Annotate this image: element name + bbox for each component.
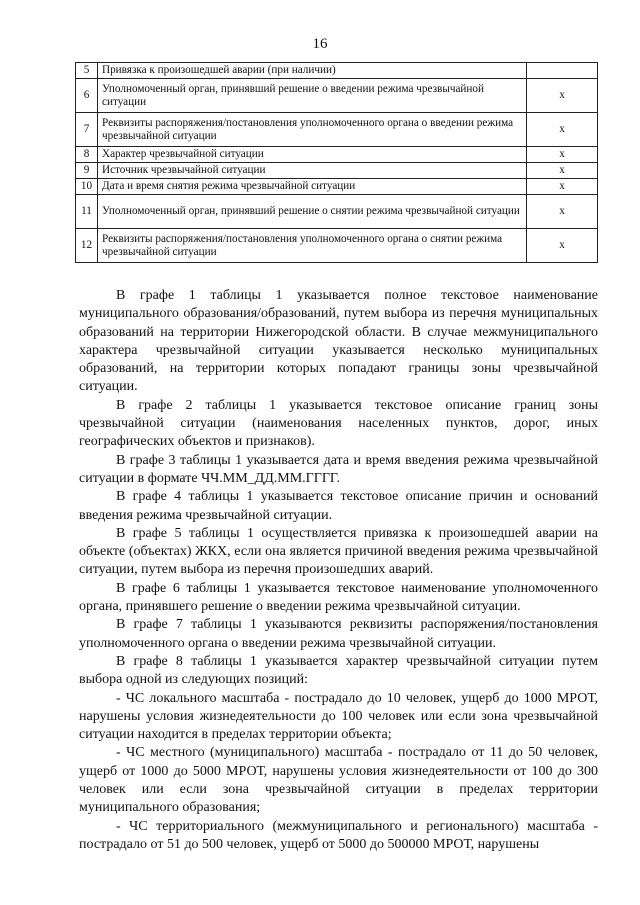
table-row — [76, 147, 598, 163]
row-mark: х — [527, 229, 598, 263]
page-number: 16 — [312, 36, 328, 52]
row-number: 7 — [76, 113, 98, 147]
table-row — [76, 229, 598, 263]
paragraph: В графе 4 таблицы 1 указывается текстовое описание причин и оснований введения режима чрезвычайной ситуации. — [79, 489, 598, 523]
table-row — [76, 195, 598, 229]
row-text: Дата и время снятия режима чрезвычайной ситуации — [98, 179, 527, 195]
row-text: Реквизиты распоряжения/постановления уполномоченного органа о снятии режима чрезвычайной ситуации — [98, 229, 527, 263]
row-mark: х — [527, 195, 598, 229]
row-number: 6 — [76, 79, 98, 113]
row-mark: х — [527, 113, 598, 147]
row-text: Источник чрезвычайной ситуации — [98, 163, 527, 179]
table-row — [76, 179, 598, 195]
paragraph: В графе 5 таблицы 1 осуществляется привязка к произошедшей аварии на объекте (объектах) ЖКХ, если она является причиной введения режима чрезвычайной ситуации, путем выбора из перечня произошедших аварий. — [79, 525, 598, 578]
row-number: 11 — [76, 195, 98, 229]
row-text: Характер чрезвычайной ситуации — [98, 147, 527, 163]
table-row — [76, 79, 598, 113]
row-mark: х — [527, 147, 598, 163]
row-mark — [527, 63, 598, 79]
paragraph: В графе 8 таблицы 1 указывается характер чрезвычайной ситуации путем выбора одной из следующих позиций: — [79, 653, 598, 688]
row-number: 5 — [76, 63, 98, 79]
paragraph: В графе 7 таблицы 1 указываются реквизиты распоряжения/постановления уполномоченного органа о введении режима чрезвычайной ситуации. — [79, 617, 598, 651]
row-number: 10 — [76, 179, 98, 195]
row-number: 9 — [76, 163, 98, 179]
row-text: Реквизиты распоряжения/постановления уполномоченного органа о введении режима чрезвычайной ситуации — [98, 113, 527, 147]
list-item: - ЧС территориального (межмуниципального и регионального) масштаба - пострадало от 51 до 500 человек, ущерб от 5000 до 500000 МРОТ, нарушены — [79, 818, 598, 852]
row-mark: х — [527, 179, 598, 195]
row-mark: х — [527, 163, 598, 179]
list-item: - ЧС местного (муниципального) масштаба - пострадало от 11 до 50 человек, ущерб от 1000 до 5000 МРОТ, нарушены условия жизнедеятельности от 100 до 300 человек или если зона чрезвычайной ситуации в пределах территории муниципального образования; — [79, 745, 598, 816]
table-row — [76, 163, 598, 179]
row-text: Уполномоченный орган, принявший решение о введении режима чрезвычайной ситуации — [98, 79, 527, 113]
requisites-table — [75, 62, 598, 263]
body-text — [79, 287, 598, 854]
row-number: 8 — [76, 147, 98, 163]
table-row — [76, 63, 598, 79]
row-number: 12 — [76, 229, 98, 263]
list-item: - ЧС локального масштаба - пострадало до 10 человек, ущерб до 1000 МРОТ, нарушены условия жизнедеятельности до 100 человек или если зона чрезвычайной ситуации находится в пределах территории объекта; — [79, 690, 598, 743]
row-mark: х — [527, 79, 598, 113]
paragraph: В графе 1 таблицы 1 указывается полное текстовое наименование муниципального образования/образований, путем выбора из перечня муниципальных образований на территории Нижегородской области. В случае межмуниципального характера чрезвычайной ситуации указывается несколько муниципальных образований, на территории которых попадают границы зоны чрезвычайной ситуации. — [79, 288, 598, 395]
paragraph: В графе 3 таблицы 1 указывается дата и время введения режима чрезвычайной ситуации в формате ЧЧ.ММ_ДД.ММ.ГГГГ. — [79, 452, 598, 486]
paragraph: В графе 2 таблицы 1 указывается текстовое описание границ зоны чрезвычайной ситуации (наименования населенных пунктов, дорог, иных географических объектов и признаков). — [79, 397, 598, 450]
paragraph: В графе 6 таблицы 1 указывается текстовое наименование уполномоченного органа, принявшего решение о введении режима чрезвычайной ситуации. — [79, 580, 598, 615]
row-text: Уполномоченный орган, принявший решение о снятии режима чрезвычайной ситуации — [98, 195, 527, 229]
row-text: Привязка к произошедшей аварии (при наличии) — [98, 63, 527, 79]
table-row — [76, 113, 598, 147]
